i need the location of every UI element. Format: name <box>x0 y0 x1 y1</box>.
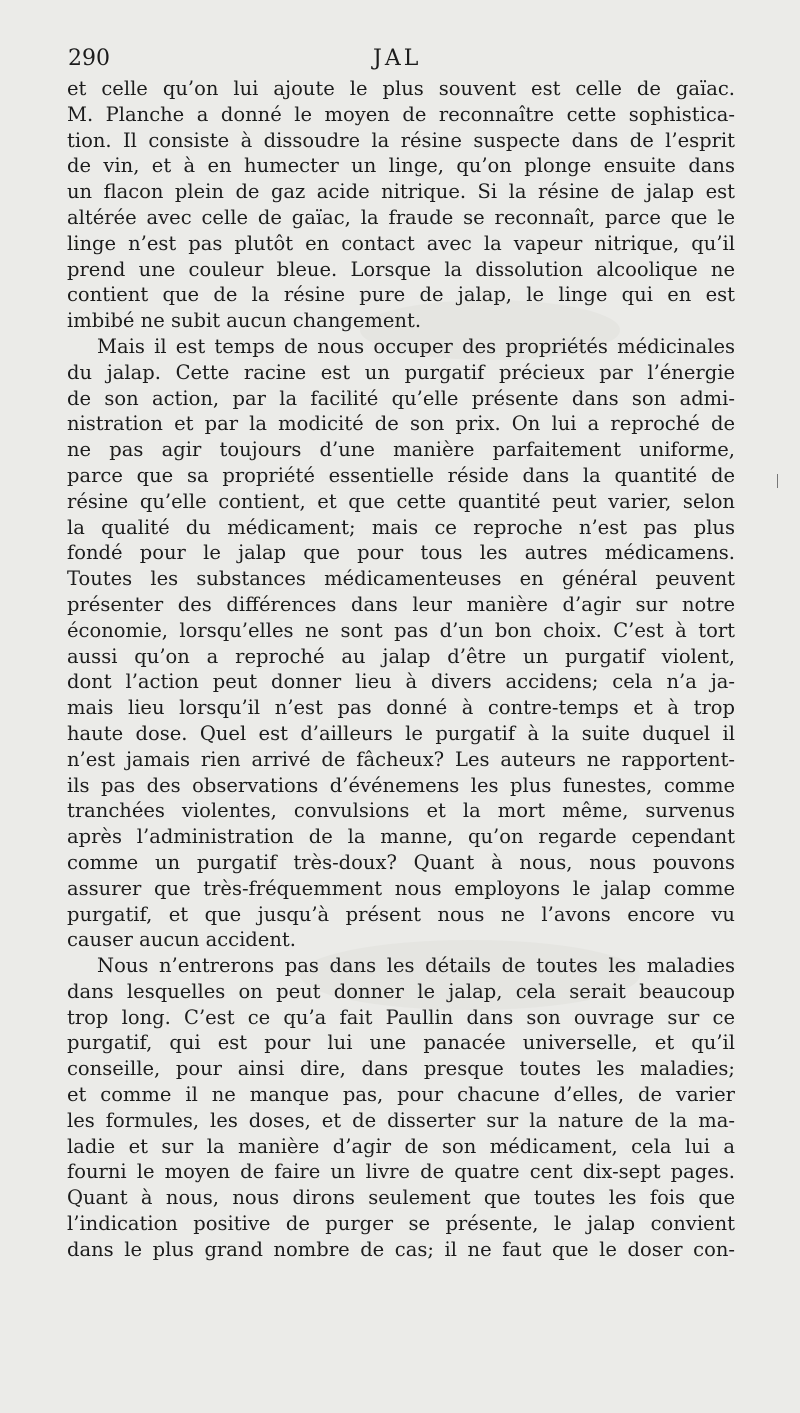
text-line: trop long. C’est ce qu’a fait Paullin dans son ouvrage sur ce <box>67 1005 735 1029</box>
text-line: fourni le moyen de faire un livre de quatre cent dix-sept pages. <box>67 1160 735 1184</box>
text-line: présenter des différences dans leur manière d’agir sur notre <box>67 592 735 616</box>
text-line: aussi qu’on a reproché au jalap d’être un purgatif violent, <box>67 644 735 668</box>
text-line: assurer que très-fréquemment nous employons le jalap comme <box>67 876 735 900</box>
text-line: du jalap. Cette racine est un purgatif précieux par l’énergie <box>67 360 735 384</box>
text-line: contient que de la résine pure de jalap, le linge qui en est <box>67 283 735 307</box>
text-line: et comme il ne manque pas, pour chacune d’elles, de varier <box>67 1083 735 1107</box>
text-line: mais lieu lorsqu’il n’est pas donné à contre-temps et à trop <box>67 696 735 720</box>
text-line: Quant à nous, nous dirons seulement que toutes les fois que <box>67 1186 735 1210</box>
text-line: M. Planche a donné le moyen de reconnaître cette sophistica- <box>67 102 735 126</box>
text-line: économie, lorsqu’elles ne sont pas d’un bon choix. C’est à tort <box>67 618 735 642</box>
text-line: nistration et par la modicité de son prix. On lui a reproché de <box>67 412 735 436</box>
paragraph-end-line: imbibé ne subit aucun changement. <box>67 309 422 333</box>
text-line: ladie et sur la manière d’agir de son médicament, cela lui a <box>67 1134 735 1158</box>
text-line: n’est jamais rien arrivé de fâcheux? Les auteurs ne rapportent- <box>67 747 735 771</box>
text-line: purgatif, et que jusqu’à présent nous ne l’avons encore vu <box>67 902 735 926</box>
text-line: purgatif, qui est pour lui une panacée universelle, et qu’il <box>67 1031 735 1055</box>
text-line: après l’administration de la manne, qu’on regarde cependant <box>67 825 735 849</box>
text-line: fondé pour le jalap que pour tous les autres médicamens. <box>67 541 735 565</box>
paragraph-start-line: Mais il est temps de nous occuper des propriétés médicinales <box>97 334 735 358</box>
text-line: de son action, par la facilité qu’elle présente dans son admi- <box>67 386 735 410</box>
paragraph-start-line: Nous n’entrerons pas dans les détails de toutes les maladies <box>97 954 735 978</box>
text-line: altérée avec celle de gaïac, la fraude se reconnaît, parce que le <box>67 205 735 229</box>
text-line: haute dose. Quel est d’ailleurs le purgatif à la suite duquel il <box>67 721 735 745</box>
text-line: conseille, pour ainsi dire, dans presque toutes les maladies; <box>67 1057 735 1081</box>
text-line: l’indication positive de purger se présente, le jalap convient <box>67 1212 735 1236</box>
text-line: les formules, les doses, et de disserter sur la nature de la ma- <box>67 1108 735 1132</box>
text-line: un flacon plein de gaz acide nitrique. Si la résine de jalap est <box>67 180 735 204</box>
body-text <box>67 76 735 1263</box>
text-line: parce que sa propriété essentielle réside dans la quantité de <box>67 463 735 487</box>
text-line: résine qu’elle contient, et que cette quantité peut varier, selon <box>67 489 735 513</box>
page-number: 290 <box>68 46 110 71</box>
text-line: dans lesquelles on peut donner le jalap, cela serait beaucoup <box>67 979 735 1003</box>
text-line: la qualité du médicament; mais ce reproche n’est pas plus <box>67 515 735 539</box>
text-line: ne pas agir toujours d’une manière parfaitement uniforme, <box>67 438 735 462</box>
text-line: et celle qu’on lui ajoute le plus souvent est celle de gaïac. <box>67 77 735 100</box>
text-line: de vin, et à en humecter un linge, qu’on plonge ensuite dans <box>67 154 735 178</box>
running-head: JAL <box>373 46 422 71</box>
text-line: Toutes les substances médicamenteuses en général peuvent <box>67 567 735 591</box>
text-line: ils pas des observations d’événemens les plus funestes, comme <box>67 773 735 797</box>
text-line: linge n’est pas plutôt en contact avec la vapeur nitrique, qu’il <box>67 231 735 255</box>
text-line: tion. Il consiste à dissoudre la résine suspecte dans de l’esprit <box>67 128 735 152</box>
text-line: tranchées violentes, convulsions et la mort même, survenus <box>67 799 735 823</box>
text-line: dont l’action peut donner lieu à divers accidens; cela n’a ja- <box>67 670 735 694</box>
margin-mark <box>777 474 778 488</box>
text-line: prend une couleur bleue. Lorsque la dissolution alcoolique ne <box>67 257 735 281</box>
text-line: dans le plus grand nombre de cas; il ne faut que le doser con- <box>67 1237 735 1261</box>
paragraph-end-line: causer aucun accident. <box>67 928 296 952</box>
text-line: comme un purgatif très-doux? Quant à nous, nous pouvons <box>67 850 735 874</box>
